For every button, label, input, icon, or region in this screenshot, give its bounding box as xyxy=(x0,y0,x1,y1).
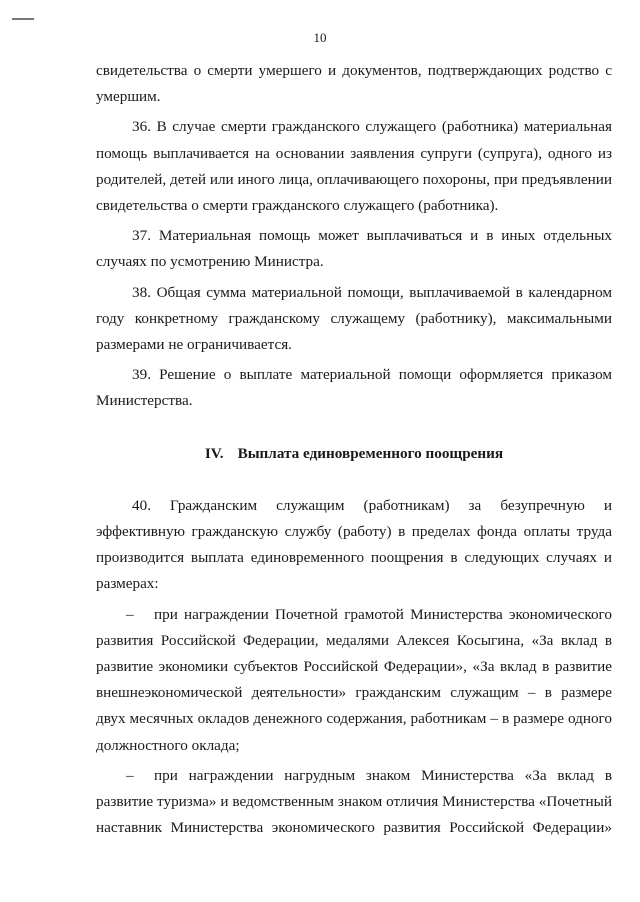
bullet-item xyxy=(96,602,612,759)
document-body xyxy=(96,58,612,845)
paragraph-40: 40. Гражданским служащим (работникам) за безупречную и эффективную гражданскую службу (работу) в пределах фонда оплаты труда производится выплата единовременного поощрения в следующих случаях и размерах: xyxy=(96,496,612,593)
paragraph-continuation: свидетельства о смерти умершего и документов, подтверждающих родство с умершим. xyxy=(96,62,612,106)
paragraph-38: 38. Общая сумма материальной помощи, выплачиваемой в календарном году конкретному гражданскому служащему (работнику), максимальными размерами не ограничивается. xyxy=(96,283,612,354)
section-heading xyxy=(96,441,612,467)
bullet-text: при награждении Почетной грамотой Министерства экономического развития Российской Федерации, медалями Алексея Косыгина, «За вклад в развитие экономики субъектов Российской Федерации», «За вклад в развитие внешнеэкономической деятельности» гражданским служащим – в размере двух месячных окладов денежного содержания, работникам – в размере одного должностного оклада; xyxy=(96,605,612,754)
bullet-dash: – xyxy=(126,766,134,784)
paragraph-37: 37. Материальная помощь может выплачиваться и в иных отдельных случаях по усмотрению Министра. xyxy=(96,227,612,271)
paragraph-39: 39. Решение о выплате материальной помощи оформляется приказом Министерства. xyxy=(96,366,612,410)
bullet-dash: – xyxy=(126,605,134,623)
page-number: 10 xyxy=(313,30,327,45)
paragraph-36: 36. В случае смерти гражданского служащего (работника) материальная помощь выплачивается на основании заявления супруги (супруга), одного из родителей, детей или иного лица, оплачивающего похороны, при предъявлении свидетельства о смерти гражданского служащего (работника). xyxy=(96,118,612,215)
bullet-text: при награждении нагрудным знаком Министерства «За вклад в развитие туризма» и ведомственным знаком отличия Министерства «Почетный наставник Министерства экономического развития Российской Федерации» xyxy=(96,766,612,837)
section-number: IV. xyxy=(204,444,224,462)
corner-mark xyxy=(12,18,34,20)
bullet-item xyxy=(96,763,612,842)
section-title: Выплата единовременного поощрения xyxy=(237,444,504,462)
